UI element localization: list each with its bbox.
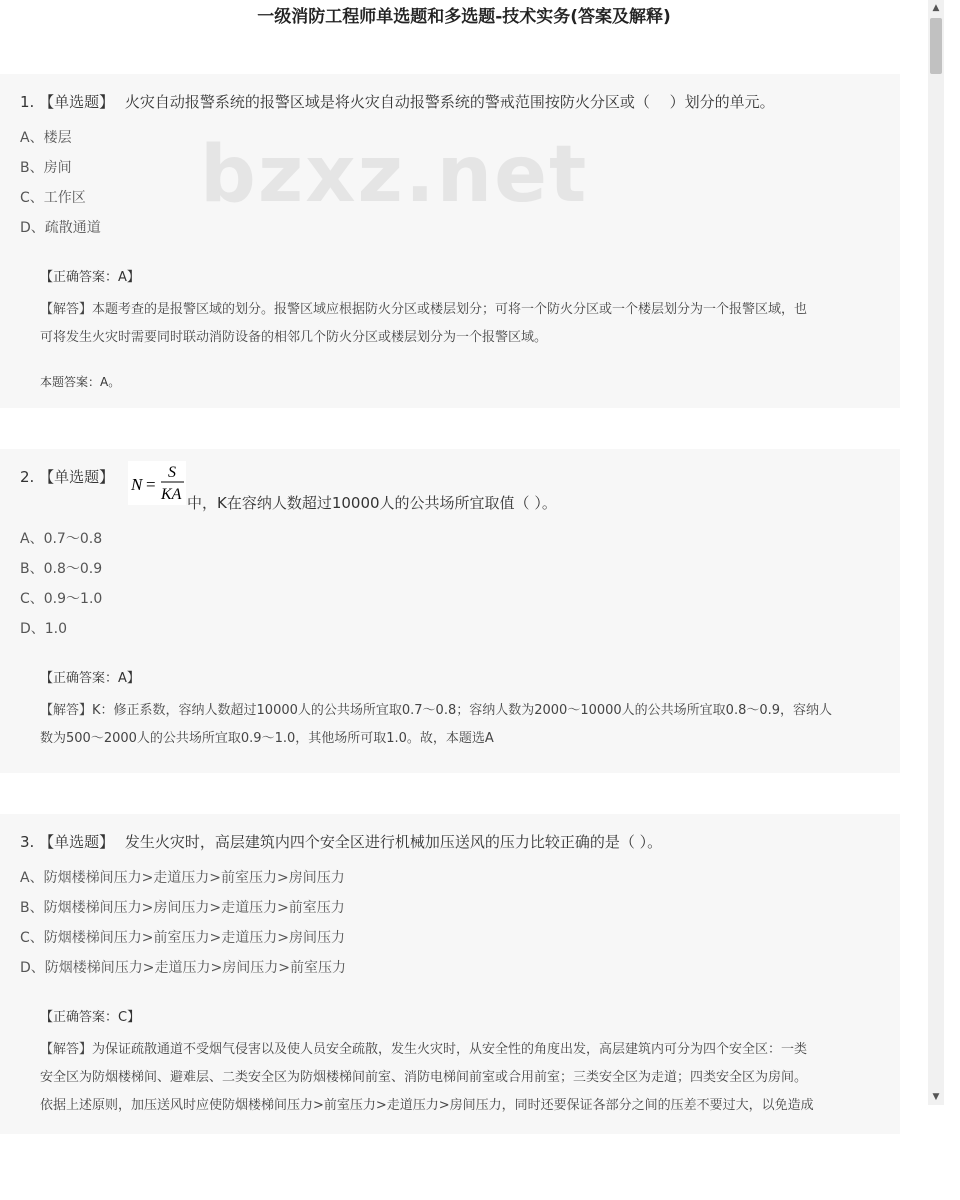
option-b: B、房间 [20,160,72,176]
option-c: C、防烟楼梯间压力>前室压力>走道压力>房间压力 [20,930,345,946]
option-c: C、工作区 [20,190,86,206]
option-a: A、楼层 [20,130,72,146]
formula-denominator: KA [161,486,182,503]
explanation [40,1036,876,1120]
question-type-tag: 【单选题】 [39,93,115,111]
answer-note: 本题答案：A。 [40,375,121,389]
explanation [40,697,876,753]
option-a: A、0.7～0.8 [20,531,103,547]
scroll-down-icon[interactable]: ▼ [932,1092,940,1102]
correct-answer: 【正确答案：C】 [40,1010,141,1025]
option-c: C、0.9～1.0 [20,591,103,607]
vertical-scrollbar[interactable] [928,0,944,1105]
watermark: bzxz.net [200,130,589,220]
question-number: 3. [20,833,35,851]
option-b: B、0.8～0.9 [20,561,103,577]
question-stem [20,91,775,112]
formula-numerator: S [168,464,176,481]
option-a: A、防烟楼梯间压力>走道压力>前室压力>房间压力 [20,870,345,886]
question-card-2 [0,449,900,773]
question-card-3 [0,814,900,1134]
formula-image [128,461,186,505]
question-number: 1. [20,93,35,111]
question-stem [20,466,120,487]
explanation-line: 依据上述原则，加压送风时应使防烟楼梯间压力>前室压力>走道压力>房间压力，同时还要保证各部分之间的压差不要过大，以免造成 [40,1098,814,1113]
question-text: 火灾自动报警系统的报警区域是将火灾自动报警系统的警戒范围按防火分区或（ ）划分的单元。 [124,93,775,111]
option-d: D、防烟楼梯间压力>走道压力>房间压力>前室压力 [20,960,346,976]
page-title: 一级消防工程师单选题和多选题-技术实务(答案及解释) [257,7,671,27]
option-d: D、1.0 [20,621,68,637]
question-text: 发生火灾时，高层建筑内四个安全区进行机械加压送风的压力比较正确的是（ ）。 [124,833,663,851]
question-stem [20,831,662,852]
option-d: D、疏散通道 [20,220,101,236]
explanation-line: 数为500～2000人的公共场所宜取0.9～1.0，其他场所可取1.0。故，本题选A [40,731,494,746]
correct-answer: 【正确答案：A】 [40,671,140,686]
formula-lhs: N [131,475,143,494]
scroll-up-icon[interactable]: ▲ [932,3,940,13]
question-number: 2. [20,468,35,486]
question-type-tag: 【单选题】 [39,468,115,486]
correct-answer: 【正确答案：A】 [40,270,140,285]
scrollbar-thumb[interactable] [930,18,942,74]
formula-equals: = [146,475,156,494]
explanation-line: 可将发生火灾时需要同时联动消防设备的相邻几个防火分区或楼层划分为一个报警区域。 [40,330,548,345]
explanation-line: 安全区为防烟楼梯间、避难层、二类安全区为防烟楼梯间前室、消防电梯间前室或合用前室；三类安全区为走道；四类安全区为房间。 [40,1070,808,1085]
explanation-line: 【解答】为保证疏散通道不受烟气侵害以及使人员安全疏散，发生火灾时，从安全性的角度出发，高层建筑内可分为四个安全区：一类 [40,1042,808,1057]
question-type-tag: 【单选题】 [39,833,115,851]
question-text: 中，K在容纳人数超过10000人的公共场所宜取值（ ）。 [187,494,557,512]
question-card-1 [0,74,900,408]
explanation-line: 【解答】K：修正系数，容纳人数超过10000人的公共场所宜取0.7～0.8；容纳人数为2000～10000人的公共场所宜取0.8～0.9，容纳人 [40,703,833,718]
option-b: B、防烟楼梯间压力>房间压力>走道压力>前室压力 [20,900,345,916]
explanation [40,296,876,352]
explanation-line: 【解答】本题考查的是报警区域的划分。报警区域应根据防火分区或楼层划分；可将一个防火分区或一个楼层划分为一个报警区域，也 [40,302,808,317]
